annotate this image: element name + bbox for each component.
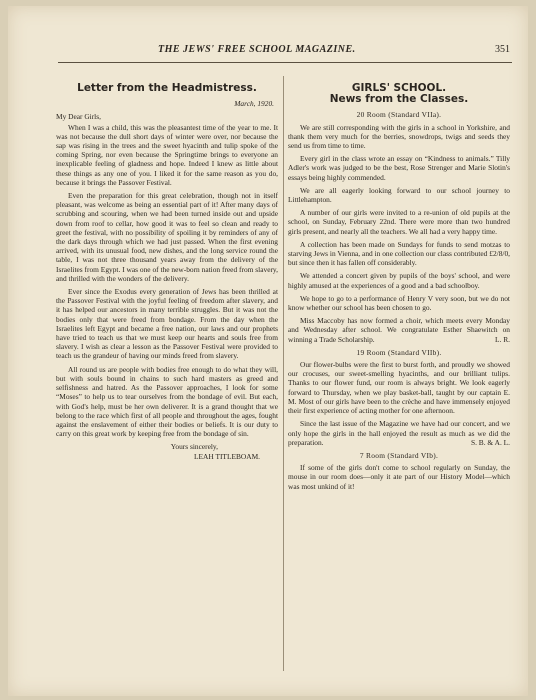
news-paragraph: We attended a concert given by pupils of the boys' school, and were highly amused at the experiences of a good and a bad schoolboy. xyxy=(288,271,510,290)
letter-closing: Yours sincerely, xyxy=(170,442,218,452)
header-rule xyxy=(58,62,512,63)
news-signature: S. B. & A. L. xyxy=(470,437,510,447)
letter-signature: LEAH TITLEBOAM. xyxy=(194,451,260,461)
magazine-title: THE JEWS' FREE SCHOOL MAGAZINE. xyxy=(158,44,356,55)
news-paragraph: We hope to go to a performance of Henry V very soon, but we do not know whether our school has been chosen to go. xyxy=(288,293,510,313)
news-paragraph xyxy=(288,419,510,447)
letter-paragraph: When I was a child, this was the pleasantest time of the year to me. It was not because the dull short days of winter were over, nor because the sap was rising in the trees and the sweet hyacinth and tulip spoke of the coming Spring, nor even because the Springtime brings to everyone an inexplicable feeling of gladness and hope. Indeed I knew as little about these things as any one of you. I liked it for the same reason as you do, because it brings the Passover Festival. xyxy=(56,122,278,187)
section-subtitle: News from the Classes. xyxy=(329,93,469,106)
letter-date: March, 1920. xyxy=(234,99,274,109)
room-heading: 19 Room (Standard VIIb). xyxy=(356,347,442,357)
news-paragraph: We are still corresponding with the girls in a school in Yorkshire, and thank them very much for the berries, snowdrops, twigs and seeds they send us from time to time. xyxy=(288,122,510,151)
news-paragraph xyxy=(288,316,510,344)
letter-paragraph: All round us are people with bodies free enough to do what they will, but with souls bound in chains to such hard masters as greed and selfishness and hatred. As the Passover approaches, I look for some “Moses” to help us to tear ourselves from the bondage of evil. But each, with God's help, must be her own deliverer. It is a grand thought that we belong to the race which first of all people and throughout the ages, fought against the enslavement of either their bodies or beliefs. It is our duty to carry on this great work by keeping free from the bondage of sin. xyxy=(56,364,278,439)
magazine-page xyxy=(8,6,528,696)
news-text: Miss Maccoby has now formed a choir, which meets every Monday and Wednesday after school. We congratulate Esther Shaewitch on winning a Trade Scholarship. xyxy=(288,316,510,344)
page-number: 351 xyxy=(495,44,510,55)
letter-paragraph: Even the preparation for this great celebration, though not in itself pleasant, was welcome as being an essential part of it! After many days of scrubbing and scouring, when we had been turned inside out and upside down from roof to cellar, how good it was to feel so clean and ready to greet the festival, with no possibility of spoiling it by reminders of any of the dark days through which we had just passed. When the first evening arrived, with its unusual food, new dishes, and the long service round the table, I was not three thousand years away from the delivery of the Israelites from Egypt. I was one of the new-born nation freed from slavery, and thrilled with the wonders of the delivery. xyxy=(56,191,278,283)
headmistress-letter-column xyxy=(56,84,278,461)
news-paragraph: We are all eagerly looking forward to our school journey to Littlehampton. xyxy=(288,185,510,205)
news-paragraph: A number of our girls were invited to a re-union of old pupils at the school, on Sunday, February 22nd. There were more than two hundred girls present, and nearly all the teachers. We all had a very happy time. xyxy=(288,208,510,236)
letter-title: Letter from the Headmistress. xyxy=(77,82,257,94)
running-head xyxy=(8,44,528,60)
news-paragraph: Our flower-bulbs were the first to burst forth, and proudly we showed our crocuses, our sweet-smelling hyacinths, and our brilliant tulips. Thanks to our flower fund, our room is always bright. We look eagerly forward to Thursday, when we play basket-ball, taught by our captain E. M. Most of our girls have been to the crèche and have immensely enjoyed their first experience of acting mother for one afternoon. xyxy=(288,360,510,416)
news-paragraph: If some of the girls don't come to school regularly on Sunday, the mouse in our room does—only it ate part of our History Model—which was most unkind of it! xyxy=(288,463,510,491)
room-heading: 7 Room (Standard VIb). xyxy=(359,450,439,460)
news-text: Since the last issue of the Magazine we have had our concert, and we only hope the girls in the hall enjoyed the result as much as we did the preparation. xyxy=(288,419,510,447)
column-divider xyxy=(283,76,284,671)
room-heading: 20 Room (Standard VIIa). xyxy=(356,110,442,120)
news-signature: L. R. xyxy=(495,334,510,344)
class-news-column xyxy=(288,84,510,495)
letter-salutation: My Dear Girls, xyxy=(56,112,101,122)
section-title: GIRLS' SCHOOL. xyxy=(351,82,447,94)
news-paragraph: A collection has been made on Sundays for funds to send motzas to starving Jews in Vienna, and in one collection our class contributed £2/8/0, but since then it has fallen off considerably. xyxy=(288,239,510,268)
letter-paragraph: Ever since the Exodus every generation of Jews has been thrilled at the Passover Festival with the joyful feeling of freedom after slavery, and it has helped our ancestors in many terrible struggles. But it was not the bodies only that were freed from bondage. From the day when the Israelites left Egypt and became a free nation, our laws and our prophets have tried to teach us that we must keep our hearts and souls free from slavery. I wish as clear a lesson as the Passover Festival were provided to teach us the grandeur of having our minds freed from slavery. xyxy=(56,287,278,361)
news-paragraph: Every girl in the class wrote an essay on “Kindness to animals.” Tilly Adler's work was judged to be the best, Rose Strenger and Marie Slotin's essays being highly commended. xyxy=(288,154,510,182)
